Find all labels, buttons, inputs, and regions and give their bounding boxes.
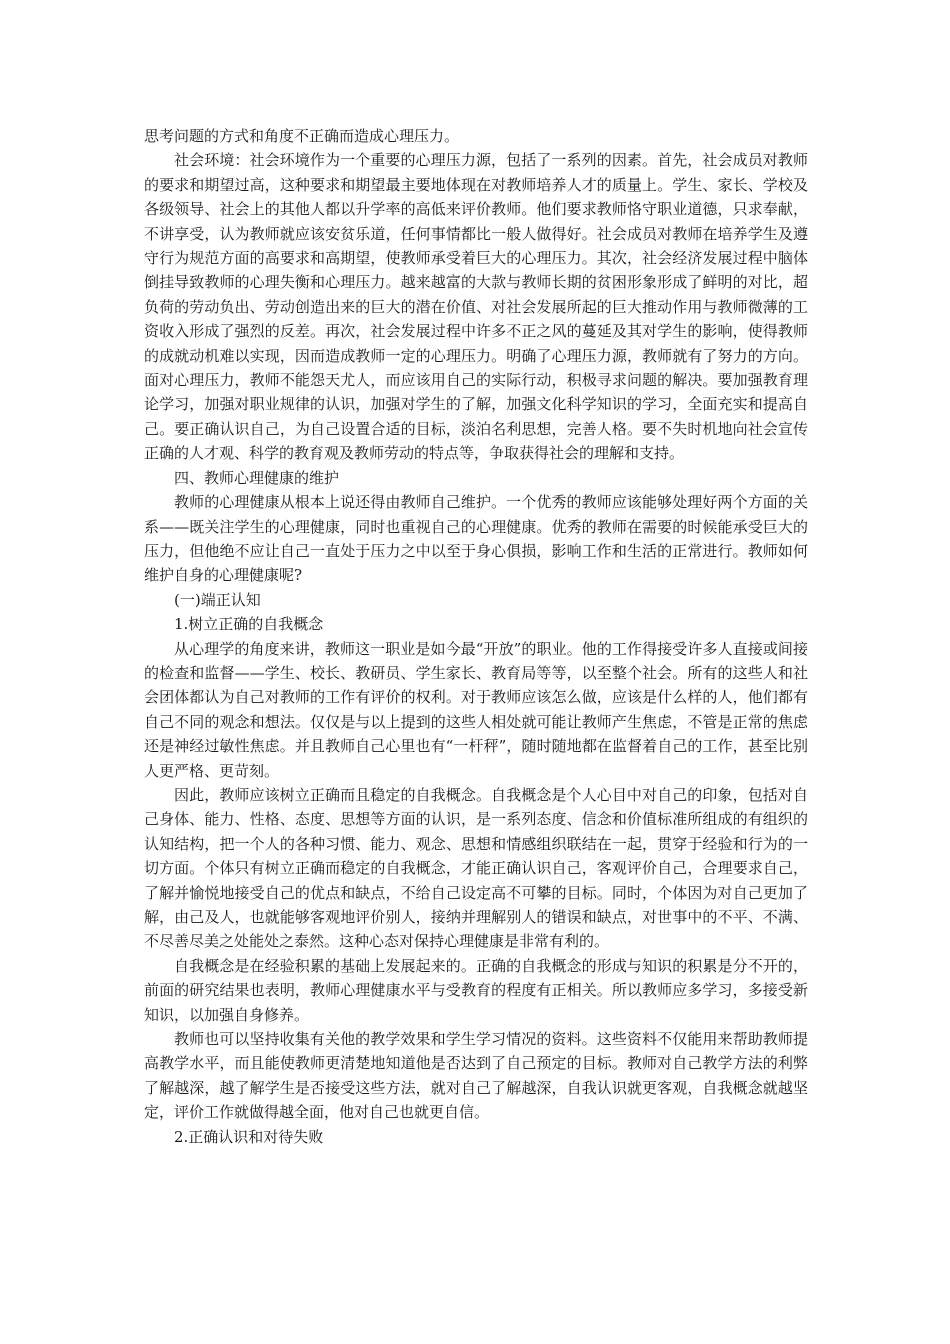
section-heading-4: 四、教师心理健康的维护 [174,468,340,487]
paragraph-continuation: 思考问题的方式和角度不正确而造成心理压力。 [144,127,460,145]
paragraph-self-concept-development: 自我概念是在经验积累的基础上发展起来的。正确的自我概念的形成与知识的积累是分不开的，前面的研究结果也表明，教师心理健康水平与受教育的程度有正相关。所以教师应多学习，多接受新知识，以加强自身修养。 [144,956,808,1024]
subsection-heading-1: (一)端正认知 [174,590,261,609]
paragraph-psychology-view: 从心理学的角度来讲，教师这一职业是如今最“开放”的职业。他的工作得接受许多人直接或间接的检查和监督——学生、校长、教研员、学生家长、教育局等等，以至整个社会。所有的这些人和社会团体都认为自己对教师的工作有评价的权利。对于教师应该怎么做，应该是什么样的人，他们都有自己不同的观念和想法。仅仅是与以上提到的这些人相处就可能让教师产生焦虑，不管是正常的焦虑还是神经过敏性焦虑。并且教师自己心里也有“一杆秤”，随时随地都在监督着自己的工作，甚至比别人更严格、更苛刻。 [144,639,808,780]
paragraph-social-environment: 社会环境：社会环境作为一个重要的心理压力源，包括了一系列的因素。首先，社会成员对教师的要求和期望过高，这种要求和期望最主要地体现在对教师培养人才的质量上。学生、家长、学校及各级领导、社会上的其他人都以升学率的高低来评价教师。他们要求教师恪守职业道德，只求奉献，不讲享受，认为教师就应该安贫乐道，任何事情都比一般人做得好。社会成员对教师在培养学生及遵守行为规范方面的高要求和高期望，使教师承受着巨大的心理压力。其次，社会经济发展过程中脑体倒挂导致教师的心理失衡和心理压力。越来越富的大款与教师长期的贫困形象形成了鲜明的对比，超负荷的劳动负出、劳动创造出来的巨大的潜在价值、对社会发展所起的巨大推动作用与教师微薄的工资收入形成了强烈的反差。再次，社会发展过程中许多不正之风的蔓延及其对学生的影响，使得教师的成就动机难以实现，因而造成教师一定的心理压力。明确了心理压力源，教师就有了努力的方向。面对心理压力，教师不能怨天尤人，而应该用自己的实际行动，积极寻求问题的解决。要加强教育理论学习，加强对职业规律的认识，加强对学生的了解，加强文化科学知识的学习，全面充实和提高自己。要正确认识自己，为自己设置合适的目标，淡泊名利思想，完善人格。要不失时机地向社会宣传正确的人才观、科学的教育观及教师劳动的特点等，争取获得社会的理解和支持。 [144,151,808,463]
paragraph-collect-data: 教师也可以坚持收集有关他的教学效果和学生学习情况的资料。这些资料不仅能用来帮助教师提高教学水平，而且能使教师更清楚地知道他是否达到了自己预定的目标。教师对自己教学方法的利弊了解越深，越了解学生是否接受这些方法，就对自己了解越深，自我认识就更客观，自我概念就越坚定，评价工作就做得越全面，他对自己也就更自信。 [144,1030,808,1122]
paragraph-maintenance-intro: 教师的心理健康从根本上说还得由教师自己维护。一个优秀的教师应该能够处理好两个方面的关系——既关注学生的心理健康，同时也重视自己的心理健康。优秀的教师在需要的时候能承受巨大的压力，但他绝不应让自己一直处于压力之中以至于身心俱损，影响工作和生活的正常进行。教师如何维护自身的心理健康呢? [144,493,808,585]
subsubsection-heading-1: 1.树立正确的自我概念 [174,615,324,634]
document-page [144,124,808,1149]
subsubsection-heading-2: 2.正确认识和对待失败 [174,1127,324,1146]
paragraph-self-concept: 因此，教师应该树立正确而且稳定的自我概念。自我概念是个人心目中对自己的印象，包括对自己身体、能力、性格、态度、思想等方面的认识，是一系列态度、信念和价值标准所组成的有组织的认知结构，把一个人的各种习惯、能力、观念、思想和情感组织联结在一起，贯穿于经验和行为的一切方面。个体只有树立正确而稳定的自我概念，才能正确认识自己，客观评价自己，合理要求自己，了解并愉悦地接受自己的优点和缺点，不给自己设定高不可攀的目标。同时，个体因为对自己更加了解，由己及人，也就能够客观地评价别人，接纳并理解别人的错误和缺点，对世事中的不平、不满、不尽善尽美之处能处之泰然。这种心态对保持心理健康是非常有利的。 [144,785,808,951]
